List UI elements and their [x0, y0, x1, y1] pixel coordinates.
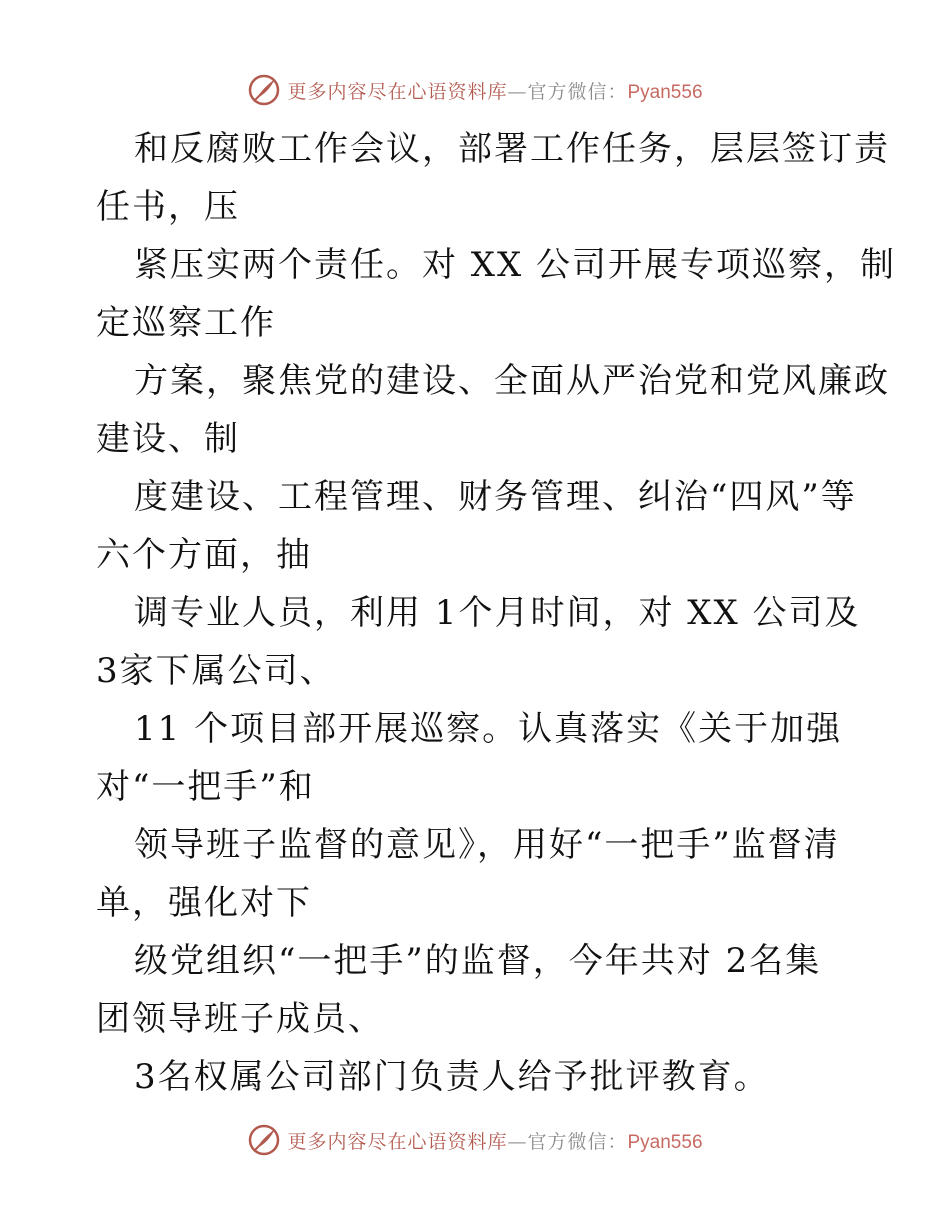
feather-pen-logo-icon — [247, 73, 281, 107]
watermark-wechat-label: 官方微信： — [527, 1130, 628, 1153]
body-line: 级党组织“一把手”的监督，今年共对 2名集 — [134, 941, 822, 981]
body-line: 调专业人员，利用 1个月时间，对 XX 公司及 — [134, 593, 861, 633]
watermark-text — [287, 1127, 702, 1154]
body-line: 度建设、工程管理、财务管理、纠治“四风”等 — [134, 477, 857, 517]
body-line: 和反腐败工作会议，部署工作任务，层层签订责 — [134, 129, 890, 169]
footer-watermark — [0, 1120, 950, 1160]
watermark-wechat-id: Pyan556 — [627, 1131, 703, 1153]
body-line: 任书，压 — [96, 187, 240, 227]
body-line: 单，强化对下 — [96, 883, 312, 923]
body-line: 方案，聚焦党的建设、全面从严治党和党风廉政 — [134, 361, 890, 401]
watermark-site: 更多内容尽在心语资料库 — [287, 1130, 508, 1153]
feather-pen-logo-icon — [247, 1123, 281, 1157]
body-line: 11 个项目部开展巡察。认真落实《关于加强 — [134, 709, 843, 749]
body-line: 3家下属公司、 — [96, 651, 336, 691]
watermark-text — [287, 77, 702, 104]
body-line: 3名权属公司部门负责人给予批评教育。 — [134, 1057, 770, 1097]
body-line: 对“一把手”和 — [96, 767, 315, 807]
body-line: 建设、制 — [96, 419, 240, 459]
body-line: 定巡察工作 — [96, 303, 276, 343]
watermark-separator: — — [507, 1130, 528, 1153]
body-line: 六个方面，抽 — [96, 535, 312, 575]
watermark-wechat-label: 官方微信： — [527, 80, 628, 103]
body-line: 紧压实两个责任。对 XX 公司开展专项巡察，制 — [134, 245, 897, 285]
header-watermark — [0, 70, 950, 110]
body-line: 团领导班子成员、 — [96, 999, 384, 1039]
watermark-site: 更多内容尽在心语资料库 — [287, 80, 508, 103]
watermark-wechat-id: Pyan556 — [627, 81, 703, 103]
body-line: 领导班子监督的意见》，用好“一把手”监督清 — [134, 825, 840, 865]
watermark-separator: — — [507, 80, 528, 103]
